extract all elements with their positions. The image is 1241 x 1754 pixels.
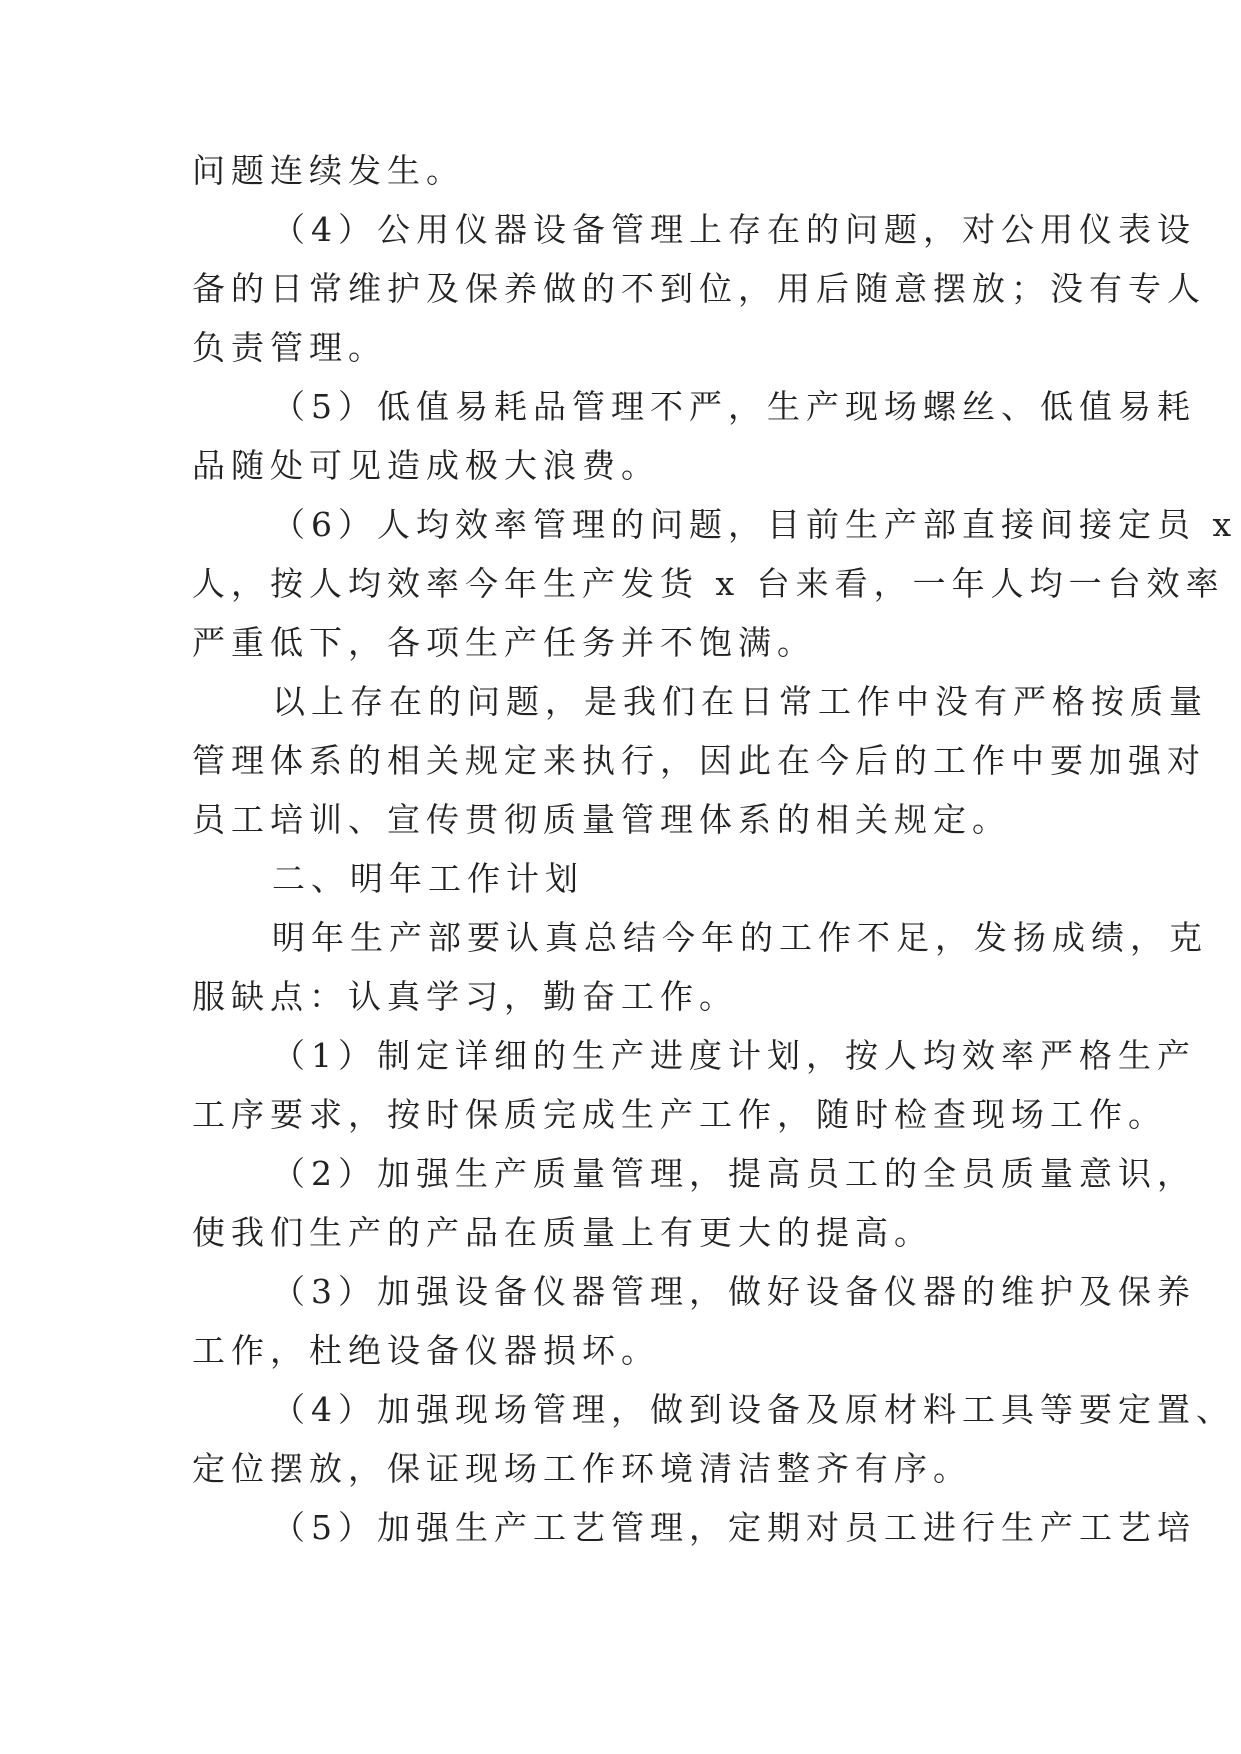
text-line: 严重低下，各项生产任务并不饱满。	[192, 623, 816, 662]
text-line: （4）加强现场管理，做到设备及原材料工具等要定置、	[272, 1390, 1235, 1429]
text-line: （4）公用仪器设备管理上存在的问题，对公用仪表设	[272, 210, 1196, 249]
text-line: （5）低值易耗品管理不严，生产现场螺丝、低值易耗	[272, 387, 1196, 426]
text-line: 工作，杜绝设备仪器损坏。	[192, 1331, 660, 1370]
text-line: 人，按人均效率今年生产发货 x 台来看，一年人均一台效率	[192, 564, 1225, 603]
text-line: 使我们生产的产品在质量上有更大的提高。	[192, 1213, 933, 1252]
text-line: （1）制定详细的生产进度计划，按人均效率严格生产	[272, 1036, 1196, 1075]
text-line: 品随处可见造成极大浪费。	[192, 446, 660, 485]
document-body	[192, 151, 1238, 1568]
text-line: （6）人均效率管理的问题，目前生产部直接间接定员 x	[272, 505, 1238, 544]
text-line: 备的日常维护及保养做的不到位，用后随意摆放；没有专人	[192, 269, 1206, 308]
text-line: 服缺点：认真学习，勤奋工作。	[192, 977, 738, 1016]
text-line: （2）加强生产质量管理，提高员工的全员质量意识，	[272, 1154, 1196, 1193]
text-line: （3）加强设备仪器管理，做好设备仪器的维护及保养	[272, 1272, 1196, 1311]
section-heading: 二、明年工作计划	[272, 859, 584, 898]
text-line: （5）加强生产工艺管理，定期对员工进行生产工艺培	[272, 1508, 1196, 1547]
text-line: 管理体系的相关规定来执行，因此在今后的工作中要加强对	[192, 741, 1206, 780]
text-line: 问题连续发生。	[192, 151, 465, 190]
text-line: 以上存在的问题，是我们在日常工作中没有严格按质量	[272, 682, 1208, 721]
text-line: 定位摆放，保证现场工作环境清洁整齐有序。	[192, 1449, 972, 1488]
text-line: 工序要求，按时保质完成生产工作，随时检查现场工作。	[192, 1095, 1167, 1134]
text-line: 负责管理。	[192, 328, 387, 367]
text-line: 明年生产部要认真总结今年的工作不足，发扬成绩，克	[272, 918, 1208, 957]
text-line: 员工培训、宣传贯彻质量管理体系的相关规定。	[192, 800, 1011, 839]
